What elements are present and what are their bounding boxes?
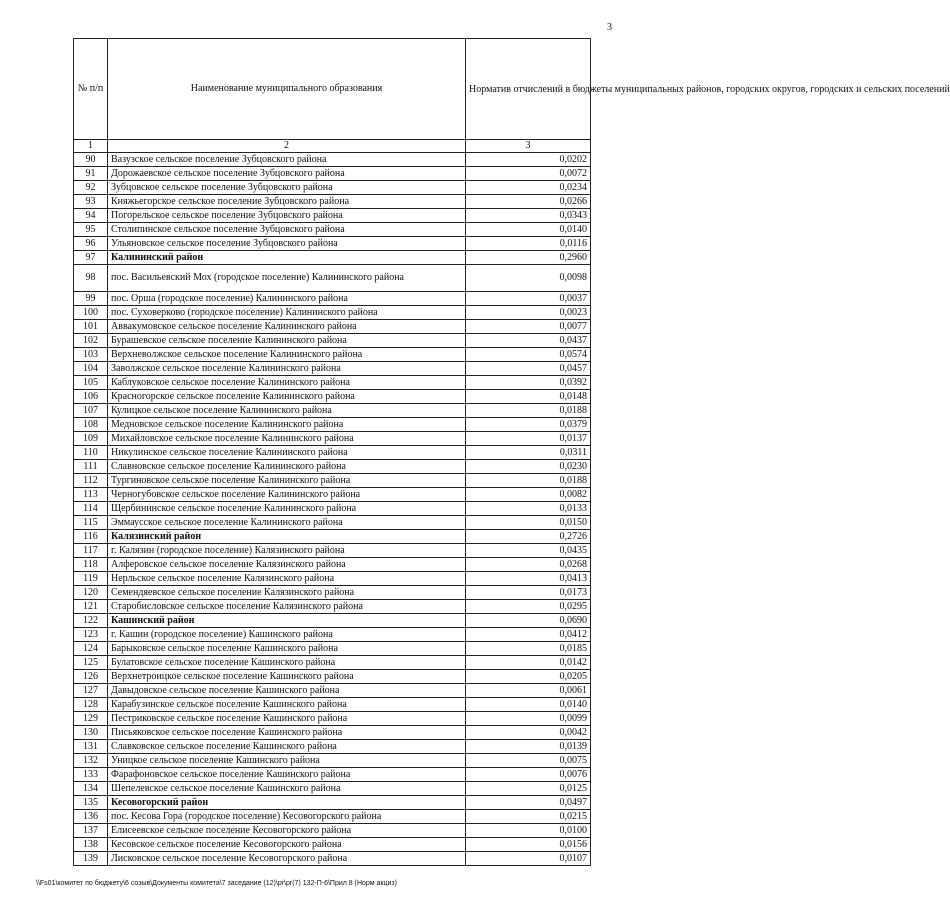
row-name: пос. Суховерково (городское поселение) Калининского района (108, 306, 466, 320)
row-name: г. Калязин (городское поселение) Калязинского района (108, 544, 466, 558)
row-name: Славковское сельское поселение Кашинского района (108, 740, 466, 754)
row-name: Карабузинское сельское поселение Кашинского района (108, 698, 466, 712)
table-row (74, 446, 591, 460)
row-value: 0,0100 (466, 824, 591, 838)
district-row (74, 530, 591, 544)
row-number: 128 (74, 698, 108, 712)
row-number: 139 (74, 852, 108, 866)
row-value: 0,0457 (466, 362, 591, 376)
row-value: 0,0023 (466, 306, 591, 320)
column-index: 1 (74, 140, 108, 153)
row-number: 102 (74, 334, 108, 348)
row-value: 0,0295 (466, 600, 591, 614)
table-row (74, 404, 591, 418)
table-row (74, 782, 591, 796)
row-number: 109 (74, 432, 108, 446)
row-name: Щербининское сельское поселение Калининского района (108, 502, 466, 516)
row-name: Письяковское сельское поселение Кашинского района (108, 726, 466, 740)
row-value: 0,0156 (466, 838, 591, 852)
row-number: 137 (74, 824, 108, 838)
row-number: 103 (74, 348, 108, 362)
row-number: 121 (74, 600, 108, 614)
row-name: Бурашевское сельское поселение Калининского района (108, 334, 466, 348)
row-name: Михайловское сельское поселение Калининского района (108, 432, 466, 446)
header-num: № п/п (74, 39, 108, 140)
row-value: 0,0690 (466, 614, 591, 628)
table-body (74, 153, 591, 866)
row-name: пос. Орша (городское поселение) Калининского района (108, 292, 466, 306)
table-row (74, 195, 591, 209)
row-value: 0,0188 (466, 474, 591, 488)
row-number: 134 (74, 782, 108, 796)
row-value: 0,0098 (466, 265, 591, 292)
row-name: Черногубовское сельское поселение Калининского района (108, 488, 466, 502)
row-number: 127 (74, 684, 108, 698)
row-name: Пестриковское сельское поселение Кашинского района (108, 712, 466, 726)
row-value: 0,0082 (466, 488, 591, 502)
row-name: Уницкое сельское поселение Кашинского района (108, 754, 466, 768)
row-name: Лисковское сельское поселение Кесовогорского района (108, 852, 466, 866)
table-row (74, 223, 591, 237)
table-row (74, 642, 591, 656)
row-number: 101 (74, 320, 108, 334)
column-index: 2 (108, 140, 466, 153)
row-name: Кулицкое сельское поселение Калининского района (108, 404, 466, 418)
row-value: 0,0188 (466, 404, 591, 418)
row-name: Заволжское сельское поселение Калининского района (108, 362, 466, 376)
norms-table (73, 38, 950, 866)
row-value: 0,0412 (466, 628, 591, 642)
row-number: 107 (74, 404, 108, 418)
row-number: 99 (74, 292, 108, 306)
table-row (74, 824, 591, 838)
table-row (74, 334, 591, 348)
row-name: г. Кашин (городское поселение) Кашинского района (108, 628, 466, 642)
table-row (74, 600, 591, 614)
row-name: Дорожаевское сельское поселение Зубцовского района (108, 167, 466, 181)
table-row (74, 362, 591, 376)
row-value: 0,0343 (466, 209, 591, 223)
row-value: 0,0107 (466, 852, 591, 866)
table-row (74, 237, 591, 251)
row-value: 0,0268 (466, 558, 591, 572)
column-index: 3 (466, 140, 591, 153)
row-value: 0,0150 (466, 516, 591, 530)
row-value: 0,0042 (466, 726, 591, 740)
row-number: 115 (74, 516, 108, 530)
row-value: 0,0125 (466, 782, 591, 796)
file-path-footer: \\Fs01\комитет по бюджету\6 созыв\Документы комитета\7 заседание (12)\pr\pr(7) 132-П-6\Прил 8 (Норм акциз) (36, 880, 397, 887)
table-row (74, 292, 591, 306)
row-value: 0,0173 (466, 586, 591, 600)
table-row (74, 852, 591, 866)
table-row (74, 754, 591, 768)
table-row (74, 306, 591, 320)
row-number: 126 (74, 670, 108, 684)
table-row (74, 432, 591, 446)
district-row (74, 251, 591, 265)
row-value: 0,0075 (466, 754, 591, 768)
row-value: 0,0437 (466, 334, 591, 348)
row-name: Семендяевское сельское поселение Калязинского района (108, 586, 466, 600)
row-value: 0,0076 (466, 768, 591, 782)
table-row (74, 320, 591, 334)
row-number: 130 (74, 726, 108, 740)
row-name: Славновское сельское поселение Калининского района (108, 460, 466, 474)
row-value: 0,0215 (466, 810, 591, 824)
row-name: Старобисловское сельское поселение Калязинского района (108, 600, 466, 614)
row-name: Княжьегорское сельское поселение Зубцовского района (108, 195, 466, 209)
table-row (74, 376, 591, 390)
row-value: 0,0133 (466, 502, 591, 516)
row-number: 117 (74, 544, 108, 558)
row-number: 105 (74, 376, 108, 390)
row-name: пос. Кесова Гора (городское поселение) Кесовогорского района (108, 810, 466, 824)
row-value: 0,0185 (466, 642, 591, 656)
row-name: Верхневолжское сельское поселение Калининского района (108, 348, 466, 362)
row-number: 97 (74, 251, 108, 265)
row-value: 0,0205 (466, 670, 591, 684)
table-row (74, 740, 591, 754)
row-value: 0,0574 (466, 348, 591, 362)
row-number: 129 (74, 712, 108, 726)
row-value: 0,0072 (466, 167, 591, 181)
row-name: пос. Васильевский Мох (городское поселение) Калининского района (108, 265, 466, 292)
table-row (74, 516, 591, 530)
row-value: 0,0077 (466, 320, 591, 334)
table-row (74, 628, 591, 642)
table-row (74, 768, 591, 782)
district-row (74, 614, 591, 628)
row-value: 0,0379 (466, 418, 591, 432)
row-number: 95 (74, 223, 108, 237)
column-index-row (74, 140, 591, 153)
row-name: Ульяновское сельское поселение Зубцовского района (108, 237, 466, 251)
row-number: 112 (74, 474, 108, 488)
row-name: Каблуковское сельское поселение Калининского района (108, 376, 466, 390)
row-value: 0,0392 (466, 376, 591, 390)
row-value: 0,0311 (466, 446, 591, 460)
row-number: 94 (74, 209, 108, 223)
table-row (74, 684, 591, 698)
table-row (74, 670, 591, 684)
table-row (74, 726, 591, 740)
row-name: Никулинское сельское поселение Калининского района (108, 446, 466, 460)
row-number: 122 (74, 614, 108, 628)
page-number: 3 (607, 22, 612, 33)
row-number: 96 (74, 237, 108, 251)
table-row (74, 656, 591, 670)
row-value: 0,0148 (466, 390, 591, 404)
row-number: 131 (74, 740, 108, 754)
row-number: 98 (74, 265, 108, 292)
row-number: 90 (74, 153, 108, 167)
table-row (74, 544, 591, 558)
row-number: 120 (74, 586, 108, 600)
row-value: 0,0061 (466, 684, 591, 698)
table-row (74, 810, 591, 824)
row-number: 118 (74, 558, 108, 572)
row-number: 116 (74, 530, 108, 544)
row-name: Фарафоновское сельское поселение Кашинского района (108, 768, 466, 782)
row-number: 133 (74, 768, 108, 782)
row-value: 0,0435 (466, 544, 591, 558)
row-number: 106 (74, 390, 108, 404)
row-name: Погорельское сельское поселение Зубцовского района (108, 209, 466, 223)
row-value: 0,2960 (466, 251, 591, 265)
row-value: 0,0413 (466, 572, 591, 586)
row-number: 92 (74, 181, 108, 195)
row-name: Давыдовское сельское поселение Кашинского района (108, 684, 466, 698)
row-name: Нерльское сельское поселение Калязинского района (108, 572, 466, 586)
table-row (74, 153, 591, 167)
row-name: Аввакумовское сельское поселение Калининского района (108, 320, 466, 334)
table-row (74, 167, 591, 181)
table-row (74, 181, 591, 195)
row-name: Красногорское сельское поселение Калининского района (108, 390, 466, 404)
row-value: 0,2726 (466, 530, 591, 544)
row-number: 111 (74, 460, 108, 474)
table-row (74, 390, 591, 404)
table-row (74, 488, 591, 502)
row-name: Шепелевское сельское поселение Кашинского района (108, 782, 466, 796)
row-value: 0,0142 (466, 656, 591, 670)
row-name: Тургиновское сельское поселение Калининского района (108, 474, 466, 488)
row-number: 104 (74, 362, 108, 376)
row-name: Кесовогорский район (108, 796, 466, 810)
table-row (74, 572, 591, 586)
district-row (74, 796, 591, 810)
row-name: Булатовское сельское поселение Кашинского района (108, 656, 466, 670)
table-row (74, 418, 591, 432)
row-name: Кашинский район (108, 614, 466, 628)
table-row (74, 474, 591, 488)
row-number: 110 (74, 446, 108, 460)
row-number: 113 (74, 488, 108, 502)
row-name: Эммаусское сельское поселение Калининского района (108, 516, 466, 530)
row-name: Медновское сельское поселение Калининского района (108, 418, 466, 432)
table-row (74, 712, 591, 726)
row-name: Калининский район (108, 251, 466, 265)
row-number: 100 (74, 306, 108, 320)
table-row (74, 698, 591, 712)
row-value: 0,0234 (466, 181, 591, 195)
row-number: 125 (74, 656, 108, 670)
row-number: 132 (74, 754, 108, 768)
row-value: 0,0139 (466, 740, 591, 754)
row-value: 0,0116 (466, 237, 591, 251)
row-value: 0,0140 (466, 223, 591, 237)
table-header-row (74, 39, 591, 140)
row-value: 0,0137 (466, 432, 591, 446)
row-number: 138 (74, 838, 108, 852)
table-row (74, 460, 591, 474)
row-value: 0,0037 (466, 292, 591, 306)
header-value: Норматив отчислений в бюджеты муниципальных районов, городских округов, городских и сельских поселений (466, 39, 591, 140)
row-value: 0,0140 (466, 698, 591, 712)
row-number: 123 (74, 628, 108, 642)
row-name: Вазузское сельское поселение Зубцовского района (108, 153, 466, 167)
table-row (74, 209, 591, 223)
row-name: Кесовское сельское поселение Кесовогорского района (108, 838, 466, 852)
row-number: 108 (74, 418, 108, 432)
header-name: Наименование муниципального образования (108, 39, 466, 140)
row-value: 0,0266 (466, 195, 591, 209)
table-row (74, 348, 591, 362)
table-row (74, 586, 591, 600)
row-name: Елисеевское сельское поселение Кесовогорского района (108, 824, 466, 838)
row-number: 135 (74, 796, 108, 810)
row-value: 0,0202 (466, 153, 591, 167)
row-value: 0,0497 (466, 796, 591, 810)
row-value: 0,0230 (466, 460, 591, 474)
row-number: 119 (74, 572, 108, 586)
table-row (74, 265, 591, 292)
row-number: 93 (74, 195, 108, 209)
row-name: Барыковское сельское поселение Кашинского района (108, 642, 466, 656)
row-name: Калязинский район (108, 530, 466, 544)
row-name: Зубцовское сельское поселение Зубцовского района (108, 181, 466, 195)
row-number: 124 (74, 642, 108, 656)
row-number: 91 (74, 167, 108, 181)
row-name: Столипинское сельское поселение Зубцовского района (108, 223, 466, 237)
row-name: Верхнетроицкое сельское поселение Кашинского района (108, 670, 466, 684)
table-row (74, 502, 591, 516)
row-number: 114 (74, 502, 108, 516)
table-row (74, 558, 591, 572)
row-number: 136 (74, 810, 108, 824)
table-row (74, 838, 591, 852)
row-value: 0,0099 (466, 712, 591, 726)
row-name: Алферовское сельское поселение Калязинского района (108, 558, 466, 572)
